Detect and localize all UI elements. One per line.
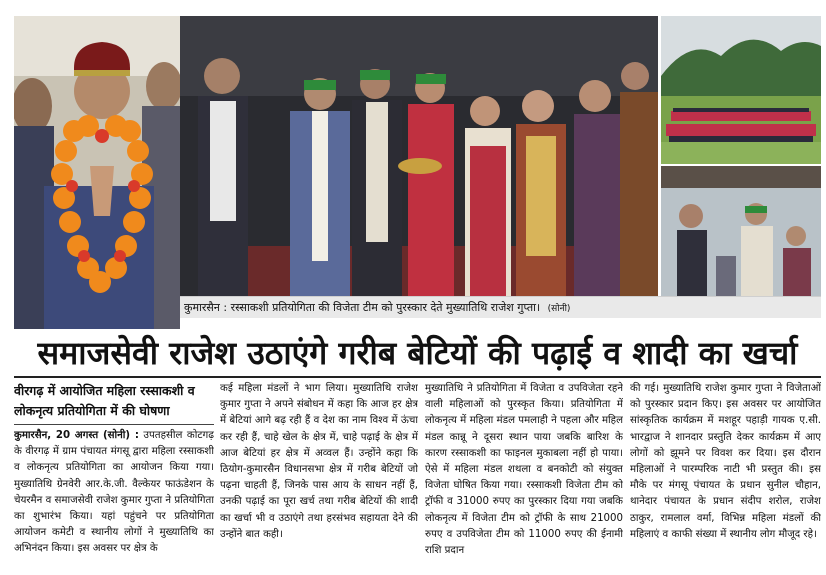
photo-caption	[180, 296, 821, 318]
article-column-1	[14, 428, 214, 571]
article-column-2: कई महिला मंडलों ने भाग लिया। मुख्यातिथि राजेश कुमार गुप्ता ने अपने संबोधन में कहा कि आज हर क्षेत्र में बेटियां आगे बढ़ रही हैं व देश का नाम विश्व में ऊंचा कर रही हैं, चाहे खेल के क्षेत्र में, चाहे पढ़ाई के क्षेत्र में आज बेटियां हर क्षेत्र में अव्वल हैं। उन्होंने कहा कि ठियोग-कुमारसैन विधानसभा क्षेत्र में गरीब बेटियों जो पढ़ना चाहती हैं, जिनके पास आय के साधन नहीं हैं, उनकी पढ़ाई का पूरा खर्च तथा गरीब बेटियों की शादी का खर्चा भी व उठाएंगे तथा हरसंभव सहायता देने की उन्होंने बात कही।	[220, 383, 418, 540]
caption-text: रस्साकशी प्रतियोगिता की विजेता टीम को पुरस्कार देते मुख्यातिथि राजेश गुप्ता।	[230, 301, 541, 314]
photo-award-presentation	[180, 16, 658, 296]
article-subheadline: वीरगढ़ में आयोजित महिला रस्साकशी व लोकनृत्य प्रतियोगिता में की घोषणा	[14, 381, 214, 425]
photo-chief-guest-garlanded	[14, 16, 180, 329]
photo-dignitaries-tent	[661, 166, 821, 296]
article-dateline: कुमारसैन, 20 अगस्त (सोनी) :	[14, 430, 139, 441]
photo-crowd-ground	[661, 16, 821, 164]
article-column-1-text: उपतहसील कोटगढ़ के वीरगढ़ में ग्राम पंचायत मंगसू द्वारा महिला रस्साकशी व लोकनृत्य प्रतियोगिता का आयोजन किया गया। मुख्यातिथि ग्रेनवेरी आर.के.जी. वैल्केयर फाऊंडेशन के चेयरमैन व समाजसेवी राजेश कुमार गुप्ता ने प्रतियोगिता का शुभारंभ किया। यहां पहुंचने पर प्रतियोगिता आयोजन कमेटी व स्थानीय लोगों ने मुख्यातिथि का अभिनंदन किया। इस अवसर पर क्षेत्र के	[14, 430, 214, 555]
caption-credit: (सोनी)	[547, 304, 571, 314]
article-column-4: की गई। मुख्यातिथि राजेश कुमार गुप्ता ने विजेताओं को पुरस्कार प्रदान किए। इस अवसर पर आयोजित सांस्कृतिक कार्यक्रम में मशहूर पहाड़ी गायक ए.सी. भारद्वाज ने शानदार प्रस्तुति देकर कार्यक्रम में आए लोगों को झूमने पर विवश कर दिया। इस दौरान महिलाओं ने पारम्परिक नाटी भी प्रस्तुत की। इस मौके पर मंगसू पंचायत के प्रधान सुनील चौहान, थानेदार पंचायत के प्रधान संदीप शरोल, राजेश ठाकुर, रामलाल वर्मा, विभिन्न महिला मंडलों की महिलाएं व काफी संख्या में स्थानीय लोग मौजूद रहे।	[630, 383, 821, 540]
article-headline: समाजसेवी राजेश उठाएंगे गरीब बेटियों की पढ़ाई व शादी का खर्चा	[14, 330, 821, 378]
caption-place: कुमारसैन :	[184, 301, 228, 314]
article-column-3: मुख्यातिथि ने प्रतियोगिता में विजेता व उपविजेता रहने वाली महिलाओं को पुरस्कृत किया। प्रतियोगिता में लोकनृत्य में महिला मंडल पमलाही ने पहला और महिल मंडल कान्नू ने दूसरा स्थान पाया जबकि बारिश के कारण रस्साकशी का फाइनल मुकाबला नहीं हो पाया। ऐसे में महिला मंडल शथला व बनकोटी को संयुक्त विजेता घोषित किया गया। रस्साकशी विजेता टीम को ट्रॉफी व 31000 रुपए का पुरस्कार दिया गया जबकि लोकनृत्य में विजेता टीम को ट्रॉफी के साथ 21000 रुपए व उपविजेता टीम को 11000 रुपए की ईनामी राशि प्रदान	[425, 383, 623, 557]
